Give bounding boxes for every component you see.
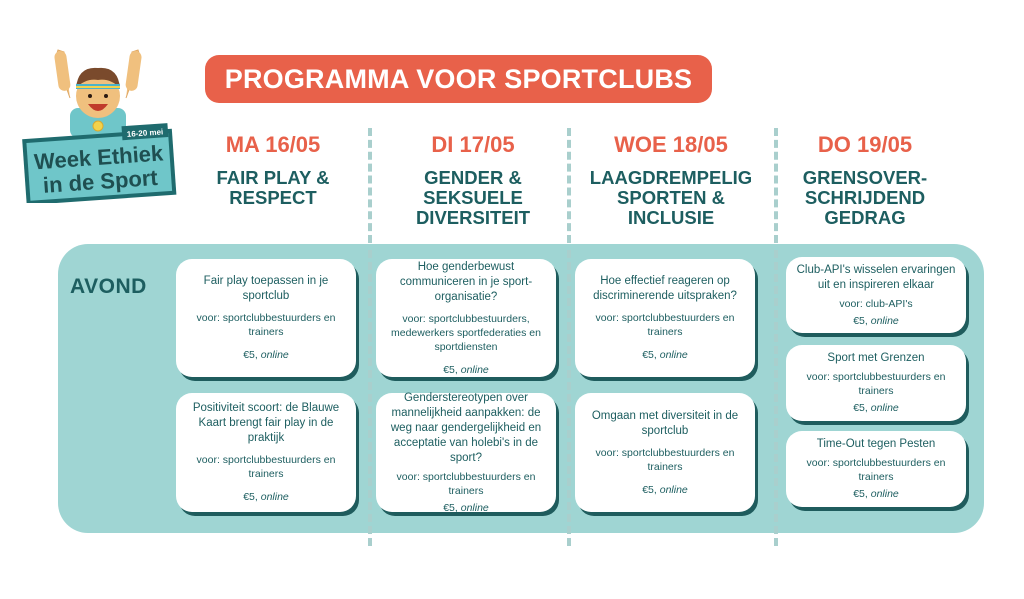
- session-card[interactable]: [176, 259, 356, 377]
- session-title: Genderstereotypen over mannelijkheid aanpakken: de weg naar gendergelijkheid en acceptatie van holebi's in de sport?: [390, 391, 542, 464]
- column-divider: [567, 128, 571, 243]
- column-divider: [774, 128, 778, 243]
- session-audience: voor: club-API's: [839, 297, 913, 310]
- session-price: €5, online: [853, 314, 899, 327]
- session-price: €5, online: [443, 501, 489, 514]
- day-header-woe: [574, 132, 768, 228]
- session-title: Fair play toepassen in je sportclub: [203, 275, 329, 302]
- column-divider: [368, 250, 372, 546]
- theme-line: GRENSOVER-: [802, 167, 928, 188]
- column-divider: [368, 128, 372, 243]
- theme-line: SCHRIJDEND: [804, 187, 926, 208]
- theme-line: SPORTEN &: [617, 187, 725, 208]
- session-audience: voor: sportclubbestuurders en trainers: [806, 371, 946, 397]
- session-audience: voor: sportclubbestuurders en trainers: [595, 312, 735, 338]
- day-theme: [178, 168, 368, 208]
- session-price: €5, online: [853, 402, 899, 414]
- theme-line: GEDRAG: [824, 207, 906, 228]
- session-title: Positiviteit scoort: de Blauwe Kaart brengt fair play in de praktijk: [192, 402, 340, 444]
- session-card[interactable]: [376, 393, 556, 512]
- theme-line: SEKSUELE: [423, 187, 523, 208]
- session-title: Hoe effectief reageren op discriminerende uitspraken?: [593, 275, 737, 302]
- theme-line: RESPECT: [229, 187, 317, 208]
- session-title: Sport met Grenzen: [827, 352, 925, 364]
- session-price: €5, online: [642, 483, 688, 496]
- day-header-ma: [178, 132, 368, 208]
- session-title: Club-API's wisselen ervaringen uit en inspireren elkaar: [796, 263, 956, 291]
- logo-line1: Week Ethiek: [33, 140, 164, 175]
- column-divider: [567, 250, 571, 546]
- page-title-banner: PROGRAMMA VOOR SPORTCLUBS: [205, 55, 712, 103]
- session-price: €5, online: [642, 349, 688, 361]
- session-title: Omgaan met diversiteit in de sportclub: [591, 409, 739, 437]
- theme-line: LAAGDREMPELIG: [589, 167, 753, 188]
- session-card[interactable]: [786, 431, 966, 507]
- day-date: DI 17/05: [431, 132, 515, 157]
- session-price: €5, online: [853, 488, 899, 500]
- session-card[interactable]: [376, 259, 556, 377]
- logo-date-tag: 16-20 mei: [126, 127, 164, 139]
- day-theme: [780, 168, 950, 228]
- session-card[interactable]: [786, 257, 966, 333]
- session-title: Hoe genderbewust communiceren in je sport-organisatie?: [399, 260, 533, 303]
- day-theme: [574, 168, 768, 228]
- session-audience: voor: sportclubbestuurders en trainers: [196, 454, 336, 480]
- session-audience: voor: sportclubbestuurders en trainers: [595, 446, 735, 473]
- session-audience: voor: sportclubbestuurders en trainers: [806, 457, 946, 483]
- day-theme: [378, 168, 568, 228]
- day-date: DO 19/05: [817, 132, 913, 157]
- row-label-avond: AVOND: [70, 275, 147, 298]
- session-audience: voor: sportclubbestuurders en trainers: [196, 312, 336, 338]
- session-price: €5, online: [243, 349, 289, 361]
- day-header-di: [378, 132, 568, 228]
- session-title: Time-Out tegen Pesten: [816, 438, 936, 450]
- session-card[interactable]: [176, 393, 356, 512]
- session-card[interactable]: [575, 259, 755, 377]
- session-card[interactable]: [575, 393, 755, 512]
- session-price: €5, online: [243, 491, 289, 503]
- session-audience: voor: sportclubbestuurders, medewerkers sportfederaties en sportdiensten: [391, 312, 541, 353]
- day-header-do: [780, 132, 950, 228]
- theme-line: FAIR PLAY &: [216, 167, 330, 188]
- day-date: MA 16/05: [225, 132, 321, 157]
- column-divider: [774, 250, 778, 546]
- logo-line2: in de Sport: [42, 164, 159, 198]
- session-card[interactable]: [786, 345, 966, 421]
- session-price: €5, online: [443, 363, 489, 376]
- theme-line: DIVERSITEIT: [415, 207, 531, 228]
- week-ethiek-logo: [18, 48, 178, 203]
- day-date: WOE 18/05: [614, 132, 728, 157]
- theme-line: INCLUSIE: [627, 207, 715, 228]
- theme-line: GENDER &: [424, 167, 522, 188]
- session-audience: voor: sportclubbestuurders en trainers: [396, 470, 536, 497]
